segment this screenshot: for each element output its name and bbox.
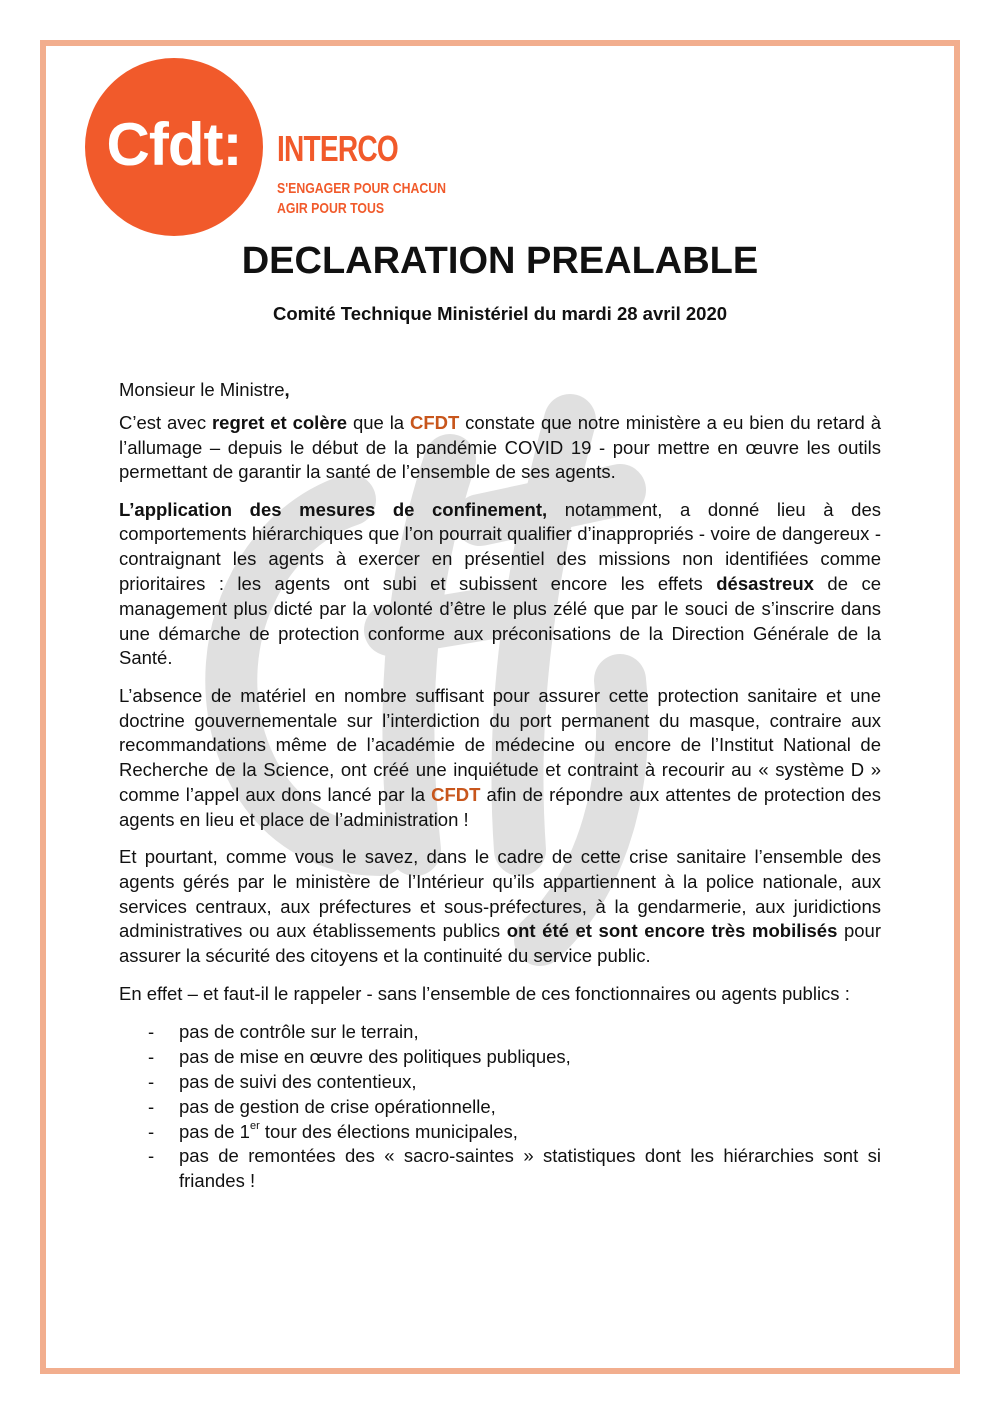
salutation-text: Monsieur le Ministre [119, 379, 285, 400]
paragraph-5: En effet – et faut-il le rappeler - sans l’ensemble de ces fonctionnaires ou agents publics : [119, 982, 850, 1004]
list-item [119, 1045, 881, 1070]
bullet-dash: - [148, 1120, 155, 1142]
list-item-text-rest: tour des élections municipales, [259, 1120, 518, 1142]
bullet-list [119, 1020, 881, 1194]
p1-cfdt: CFDT [409, 411, 460, 433]
p3-cfdt: CFDT [431, 783, 481, 805]
paragraph-2 [119, 498, 881, 672]
bullet-dash: - [148, 1145, 155, 1167]
p2-bold-lead: L’application des mesures de confinement, [119, 498, 548, 520]
document-title: DECLARATION PREALABLE [241, 240, 759, 282]
p3-text-a: L’absence de matériel en nombre suffisant pour assurer cette protection sanitaire et une doctrine gouvernementale sur l’interdiction du port permanent du masque, contraire aux recommandations même de l’académie de médecine ou encore de l’Institut National de Recherche de la Science, ont créé une inquiétude et contraint à recourir au « système D » comme l’appel aux dons lancé par la [119, 684, 881, 805]
list-item-text: pas de contrôle sur le terrain, [179, 1021, 419, 1043]
p3-text-c: afin de répondre aux attentes de protection des agents en lieu et place de l’administration ! [119, 783, 881, 830]
p1-text-e: constate que notre ministère a eu bien du retard à l’allumage – depuis le début de la pandémie COVID 19 - pour mettre en œuvre les outils permettant de garantir la santé de l’ensemble de ses agents. [119, 411, 882, 483]
logo-tagline-1: S'ENGAGER POUR CHACUN [277, 180, 446, 197]
paragraph-3 [119, 684, 881, 833]
list-item-text: pas de remontées des « sacro-saintes » statistiques dont les hiérarchies sont si friandes ! [179, 1145, 881, 1192]
p2-text-b: notamment, a donné lieu à des comportements hiérarchiques que l’on pourrait qualifier d’inappropriés - voire de dangereux - contraignant les agents à exercer en présentiel des missions non identifiées comme prioritaires : les agents ont subi et subissent encore les effets [119, 498, 881, 595]
list-item [119, 1020, 881, 1045]
list-item-text: pas de gestion de crise opérationnelle, [179, 1095, 496, 1117]
paragraph-4 [119, 845, 881, 969]
list-item-text: pas de 1 [179, 1120, 250, 1142]
logo-org-name: INTERCO [277, 128, 398, 169]
salutation [119, 378, 881, 403]
bullet-dash: - [148, 1046, 155, 1068]
list-item [119, 1144, 881, 1194]
list-item [119, 1070, 881, 1095]
paragraph-1 [119, 411, 881, 485]
list-item [119, 1120, 881, 1145]
p2-text-d: de ce management plus dicté par la volonté d’être le plus zélé que par le souci de s’inscrire dans une démarche de protection conforme aux préconisations de la Direction Générale de la Santé. [119, 573, 881, 669]
list-item-text: pas de mise en œuvre des politiques publiques, [179, 1046, 571, 1068]
letter-body [119, 378, 881, 1194]
p4-bold: ont été et sont encore très mobilisés [506, 920, 838, 942]
bullet-dash: - [148, 1021, 155, 1043]
cfdt-interco-logo [85, 58, 446, 238]
p1-text-c: que la [347, 411, 410, 433]
p2-bold-desastreux: désastreux [716, 573, 814, 595]
p4-text-a: Et pourtant, comme vous le savez, dans le cadre de cette crise sanitaire l’ensemble des agents gérés par le ministère de l’Intérieur qu’ils appartiennent à la police nationale, aux services centraux, aux préfectures et sous-préfectures, à la gendarmerie, aux juridictions administratives ou aux établissements publics [119, 846, 881, 942]
logo-mark: Cfdt: [106, 111, 242, 178]
salutation-comma: , [284, 379, 290, 400]
superscript-er: er [249, 1120, 260, 1133]
list-item-text: pas de suivi des contentieux, [179, 1070, 417, 1092]
bullet-dash: - [148, 1095, 155, 1117]
document-subtitle: Comité Technique Ministériel du mardi 28 avril 2020 [272, 303, 728, 324]
p4-text-c: pour assurer la sécurité des citoyens et la continuité du service public. [119, 920, 882, 967]
list-item [119, 1095, 881, 1120]
bullet-dash: - [148, 1070, 155, 1092]
logo-tagline-2: AGIR POUR TOUS [277, 200, 385, 217]
p1-text-a: C’est avec [119, 411, 212, 433]
p1-bold: regret et colère [211, 411, 348, 433]
